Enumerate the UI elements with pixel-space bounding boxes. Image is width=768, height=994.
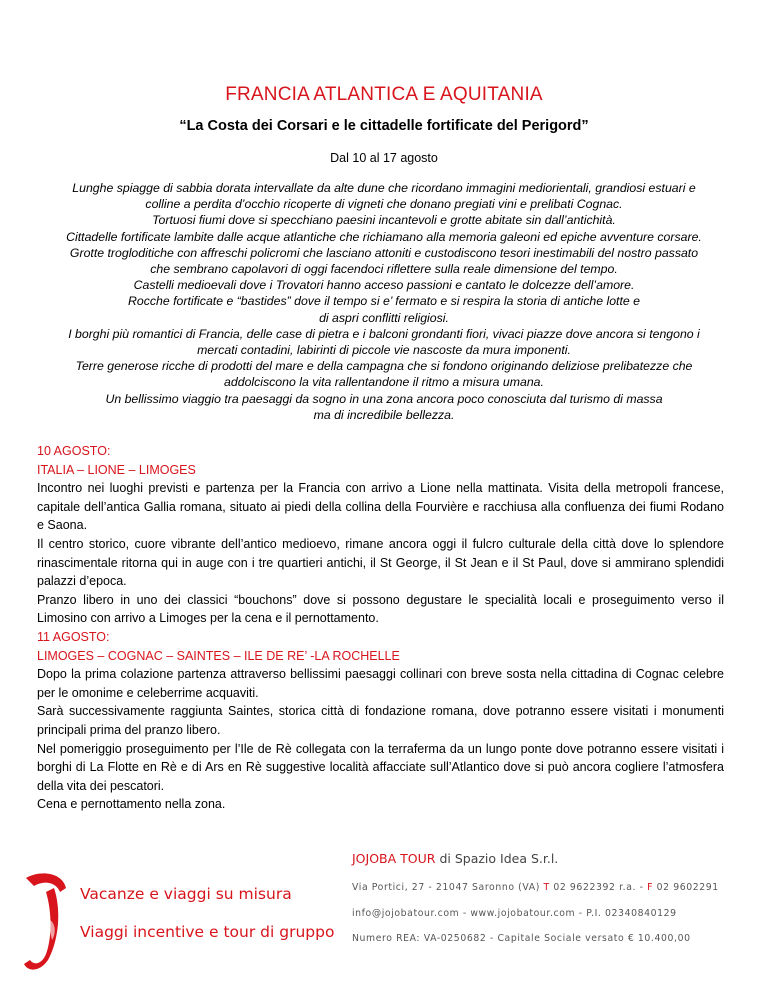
- footer-address-line: [352, 882, 719, 893]
- footer-slogan-2: Viaggi incentive e tour di gruppo: [80, 923, 335, 941]
- footer-address: Via Portici, 27 - 21047 Saronno (VA): [352, 882, 544, 893]
- day-date: 10 AGOSTO:: [37, 444, 111, 458]
- footer-fax: 02 9602291: [653, 882, 719, 893]
- intro-line: I borghi più romantici di Francia, delle case di pietra e i balconi grondanti fiori, vivaci piazze dove ancora si tengono i: [68, 326, 700, 341]
- intro-line: Grotte trogloditiche con affreschi policromi che lasciano attoniti e custodiscono tesori inestimabili del nostro passato: [69, 245, 699, 260]
- intro-line: Lunghe spiagge di sabbia dorata intervallate da alte dune che ricordano immagini mediorientali, grandiosi estuari e: [72, 181, 696, 195]
- day-paragraph: Il centro storico, cuore vibrante dell’antico medioevo, rimane ancora oggi il fulcro culturale della città dove lo splendore rinascimentale ritorna qui in auge con i tre quartieri antichi, il St George, il St Jean e il St Paul, dove si ammirano splendidi palazzi d’epoca.: [37, 536, 724, 589]
- footer-rea-line: Numero REA: VA-0250682 - Capitale Sociale versato € 10.400,00: [352, 933, 691, 944]
- intro-line: Un bellissimo viaggio tra paesaggi da sogno in una zona ancora poco conosciuta dal turismo di massa: [105, 391, 663, 406]
- footer-company-name: di Spazio Idea S.r.l.: [435, 851, 559, 866]
- intro-text: [22, 180, 746, 423]
- day-section-2: [37, 628, 724, 814]
- footer-company: [352, 851, 558, 866]
- jojoba-logo-icon: [20, 868, 70, 974]
- day-paragraph: Pranzo libero in uno dei classici “bouchons” dove si possono degustare le specialità locali e proseguimento verso il Limosino con arrivo a Limoges per la cena e il pernottamento.: [37, 592, 724, 626]
- footer-fax-label: F: [647, 882, 654, 893]
- footer-slogan-1: Vacanze e viaggi su misura: [80, 885, 292, 903]
- intro-line: addolciscono la vita rallentandone il ritmo a misura umana.: [224, 375, 544, 390]
- day-route: ITALIA – LIONE – LIMOGES: [37, 462, 196, 477]
- intro-line: mercati contadini, labirinti di piccole vie nascoste da mura imponenti.: [197, 343, 571, 358]
- intro-line: Cittadelle fortificate lambite dalle acque atlantiche che richiamano alla memoria galeoni ed epiche avventure corsare.: [66, 229, 702, 244]
- intro-line: Tortuosi fiumi dove si specchiano paesini incantevoli e grotte abitate sin dall’antichità.: [152, 213, 616, 228]
- intro-line: Castelli medioevali dove i Trovatori hanno acceso passioni e cantato le dolcezze dell’amore.: [133, 278, 635, 293]
- day-paragraph: Incontro nei luoghi previsti e partenza per la Francia con arrivo a Lione nella mattinata. Visita della metropoli francese, capitale dell’antica Gallia romana, situato ai piedi della collina della Fourvière e racchiusa alla confluenza dei fiumi Rodano e Saona.: [37, 481, 724, 533]
- travel-dates: Dal 10 al 17 agosto: [330, 151, 438, 165]
- day-paragraph: Dopo la prima colazione partenza attraverso bellissimi paesaggi collinari con breve sosta nella cittadina di Cognac celebre per le omonime e celeberrime acquaviti.: [37, 667, 724, 700]
- day-paragraph: Nel pomeriggio proseguimento per l’Ile de Rè collegata con la terraferma da un lungo ponte dove potranno essere visitati i borghi di La Flotte en Rè e di Ars en Rè suggestive località affacciate sull’Atlantico dove si può ancora cogliere l’atmosfera della vita dei pescatori.: [37, 741, 724, 793]
- footer-tel-label: T: [543, 882, 550, 893]
- page-title: FRANCIA ATLANTICA E AQUITANIA: [225, 84, 543, 105]
- day-paragraph: Sarà successivamente raggiunta Saintes, storica città di fondazione romana, dove potranno essere visitati i monumenti principali prima del pranzo libero.: [37, 704, 724, 737]
- intro-line: Terre generose ricche di prodotti del mare e della campagna che si fondono originando deliziose prelibatezze che: [75, 359, 693, 374]
- footer-web-line: info@jojobatour.com - www.jojobatour.com - P.I. 02340840129: [352, 908, 677, 919]
- intro-line: colline a perdita d’occhio ricoperte di vigneti che donano pregiati vini e prelibati Cognac.: [145, 197, 623, 212]
- day-section-1: [37, 442, 724, 628]
- day-route: LIMOGES – COGNAC – SAINTES – ILE DE RE’ -LA ROCHELLE: [37, 648, 400, 663]
- day-date: 11 AGOSTO:: [37, 630, 110, 644]
- day-paragraph: Cena e pernottamento nella zona.: [37, 797, 226, 812]
- intro-line: che sembrano capolavori di oggi facendoci riflettere sulla reale dimensione del tempo.: [150, 262, 618, 277]
- intro-line: ma di incredibile bellezza.: [313, 407, 455, 422]
- page-subtitle: “La Costa dei Corsari e le cittadelle fortificate del Perigord”: [179, 118, 589, 134]
- intro-line: Rocche fortificate e “bastides” dove il tempo si e’ fermato e si respira la storia di antiche lotte e: [128, 294, 640, 309]
- intro-line: di aspri conflitti religiosi.: [319, 310, 449, 325]
- footer-tel: 02 9622392 r.a. -: [549, 882, 648, 893]
- footer-brand: JOJOBA TOUR: [352, 851, 436, 866]
